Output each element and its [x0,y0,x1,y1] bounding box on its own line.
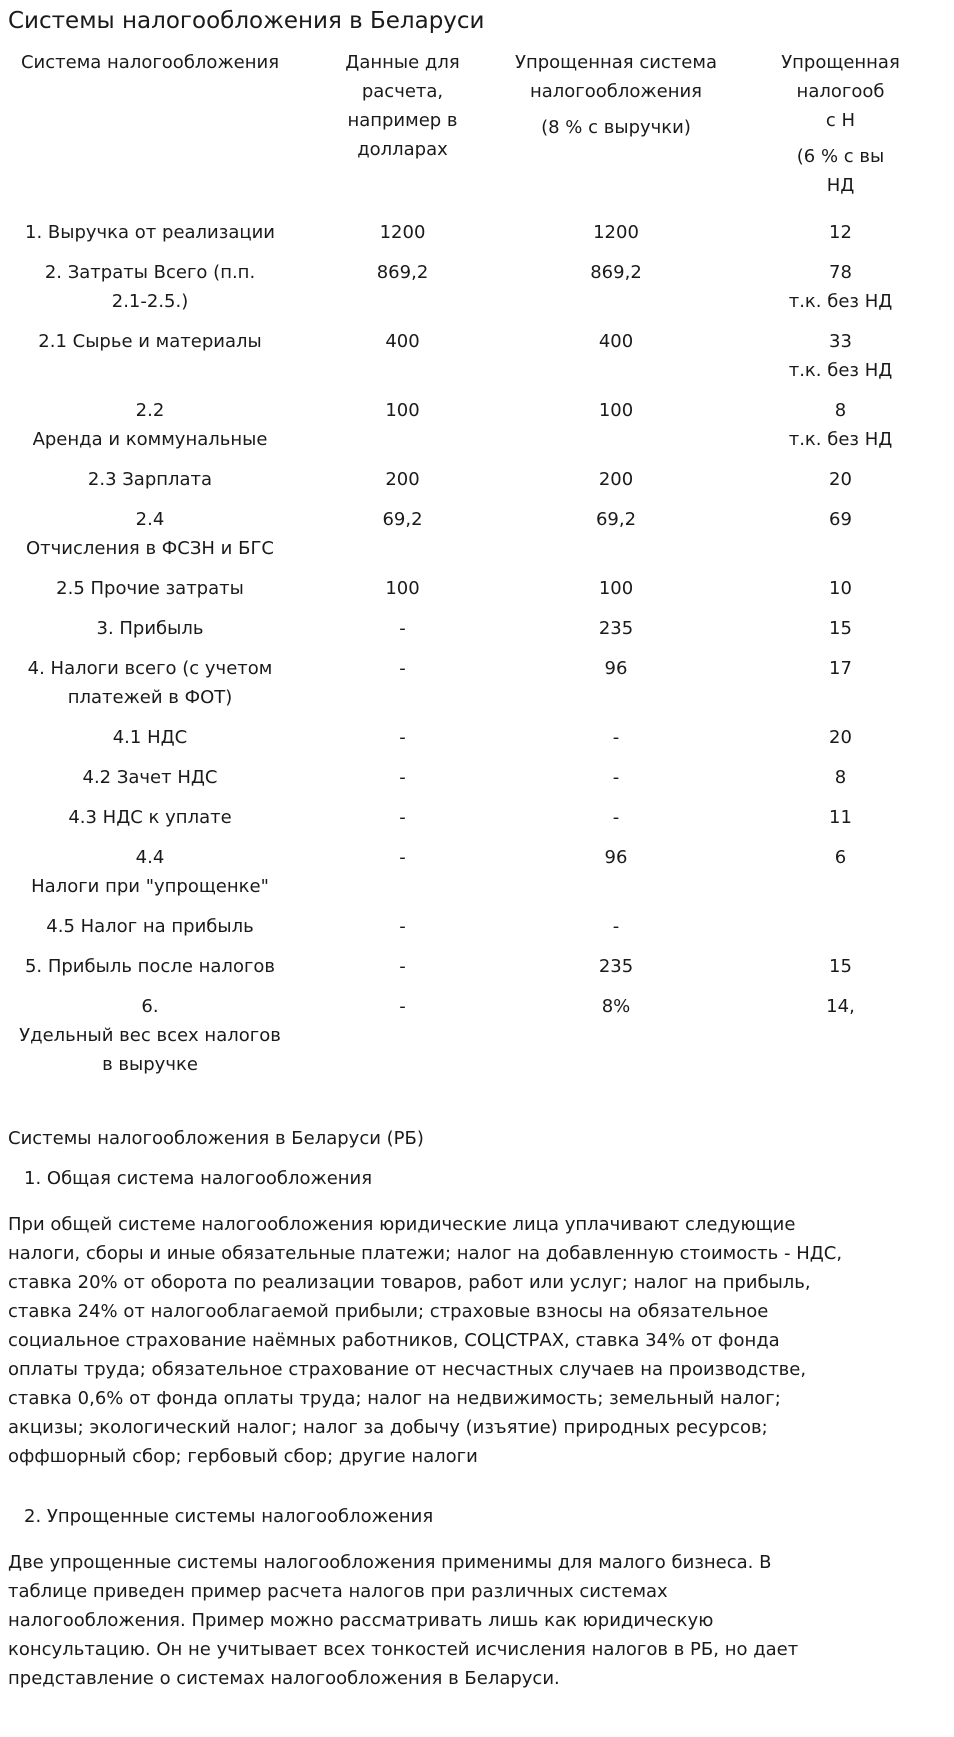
value-cell: 869,2 [376,262,429,283]
table-body [0,212,954,1084]
row-label-cell: 2.2 Аренда и коммунальные [32,400,268,450]
table-row [0,321,954,390]
row-label-cell: 1. Выручка от реализации [25,222,275,243]
table-header-row [0,48,954,200]
table-row [0,212,954,252]
value-cell: 20 [829,469,852,490]
value-cell: 235 [598,956,634,977]
table-row [0,717,954,757]
row-label-cell: 4.1 НДС [112,727,188,748]
row-label-cell: 2.3 Зарплата [87,469,213,490]
value-cell: 869,2 [590,262,642,283]
value-cell: 17 [829,658,852,679]
value-cell: 100 [598,400,634,421]
value-cell: - [612,767,620,788]
tax-comparison-table-wrapper [0,48,900,1084]
table-row [0,946,954,986]
row-label-cell: 4.2 Зачет НДС [82,767,218,788]
value-cell: 100 [598,578,634,599]
value-cell: 200 [385,469,420,490]
value-cell: 400 [598,331,634,352]
tax-comparison-table [0,48,954,1084]
row-label-cell: 2.5 Прочие затраты [56,578,244,599]
value-cell: 8 т.к. без НД [788,400,893,450]
value-cell: 14, [826,996,855,1017]
value-cell: 400 [385,331,420,352]
value-cell: - [399,767,406,788]
table-row [0,837,954,906]
table-row [0,499,954,568]
value-cell: 11 [829,807,852,828]
list-heading-simplified-systems: 2. Упрощенные системы налогообложения [24,1506,434,1527]
value-cell: 1200 [593,222,639,243]
header-cell-simplified-8: Упрощенная система налогообложения (8 % с выручки) [515,52,717,138]
value-cell [727,906,954,946]
value-cell: 100 [385,578,420,599]
table-row [0,608,954,648]
row-label-cell: 4. Налоги всего (с учетом платежей в ФОТ) [27,658,273,708]
value-cell: - [399,996,406,1017]
table-row [0,568,954,608]
value-cell: 235 [598,618,634,639]
table-row [0,459,954,499]
header-cell-simplified-6: Упрощенная налогооб с Н (6 % с вы НД [781,52,900,196]
value-cell: 6 [834,847,847,868]
value-cell: - [399,618,406,639]
value-cell: - [399,847,406,868]
value-cell: 10 [829,578,852,599]
value-cell: 33 т.к. без НД [788,331,893,381]
value-cell: - [612,727,620,748]
value-cell: 12 [829,222,852,243]
value-cell: 69 [829,509,852,530]
page-title: Системы налогообложения в Беларуси [8,8,485,34]
table-row [0,648,954,717]
row-label-cell: 4.3 НДС к уплате [68,807,232,828]
header-cell-base-data: Данные для расчета, например в долларах [345,52,460,160]
value-cell: - [612,807,620,828]
row-label-cell: 4.4 Налоги при "упрощенке" [31,847,269,897]
row-label-cell: 2.4 Отчисления в ФСЗН и БГС [26,509,274,559]
table-row [0,986,954,1084]
value-cell: - [612,916,620,937]
row-label-cell: 2.1 Сырье и материалы [38,331,262,352]
value-cell: 200 [598,469,634,490]
value-cell: 96 [604,658,628,679]
value-cell: 69,2 [382,509,423,530]
value-cell: - [399,916,406,937]
list-heading-general-system: 1. Общая система налогообложения [24,1168,373,1189]
paragraph-simplified-systems: Две упрощенные системы налогообложения применимы для малого бизнеса. В таблице приведен пример расчета налогов при различных системах налогообложения. Пример можно рассматривать лишь как юридическую консультацию. Он не учитывает всех тонкостей исчисления налогов в РБ, но дает представление о системах налогообложения в Беларуси. [8,1552,799,1689]
table-row [0,390,954,459]
table-row [0,252,954,321]
value-cell: 20 [829,727,852,748]
value-cell: 78 т.к. без НД [788,262,893,312]
section-title: Системы налогообложения в Беларуси (РБ) [8,1128,424,1149]
row-label-cell: 3. Прибыль [96,618,204,639]
table-row [0,797,954,837]
row-label-cell: 6. Удельный вес всех налогов в выручке [19,996,281,1075]
row-label-cell: 4.5 Налог на прибыль [46,916,254,937]
value-cell: 100 [385,400,420,421]
value-cell: 1200 [379,222,426,243]
row-label-cell: 5. Прибыль после налогов [24,956,276,977]
value-cell: 15 [829,618,852,639]
value-cell: - [399,658,406,679]
value-cell: 96 [604,847,628,868]
paragraph-general-system: При общей системе налогообложения юридические лица уплачивают следующие налоги, сборы и иные обязательные платежи; налог на добавленную стоимость - НДС, ставка 20% от оборота по реализации товаров, работ или услуг; налог на прибыль, ставка 24% от налогооблагаемой прибыли; страховые взносы на обязательное социальное страхование наёмных работников, СОЦСТРАХ, ставка 34% от фонда оплаты труда; обязательное страхование от несчастных случаев на производстве, ставка 0,6% от фонда оплаты труда; налог на недвижимость; земельный налог; акцизы; экологический налог; налог за добычу (изъятие) природных ресурсов; оффшорный сбор; гербовый сбор; другие налоги [8,1214,843,1467]
value-cell: - [399,727,406,748]
table-row [0,757,954,797]
value-cell: 8 [834,767,847,788]
value-cell: 69,2 [595,509,637,530]
table-row [0,906,954,946]
value-cell: 15 [829,956,852,977]
value-cell: 8% [601,996,631,1017]
value-cell: - [399,807,406,828]
row-label-cell: 2. Затраты Всего (п.п. 2.1-2.5.) [44,262,256,312]
header-cell-system: Система налогообложения [20,52,280,73]
value-cell: - [399,956,406,977]
